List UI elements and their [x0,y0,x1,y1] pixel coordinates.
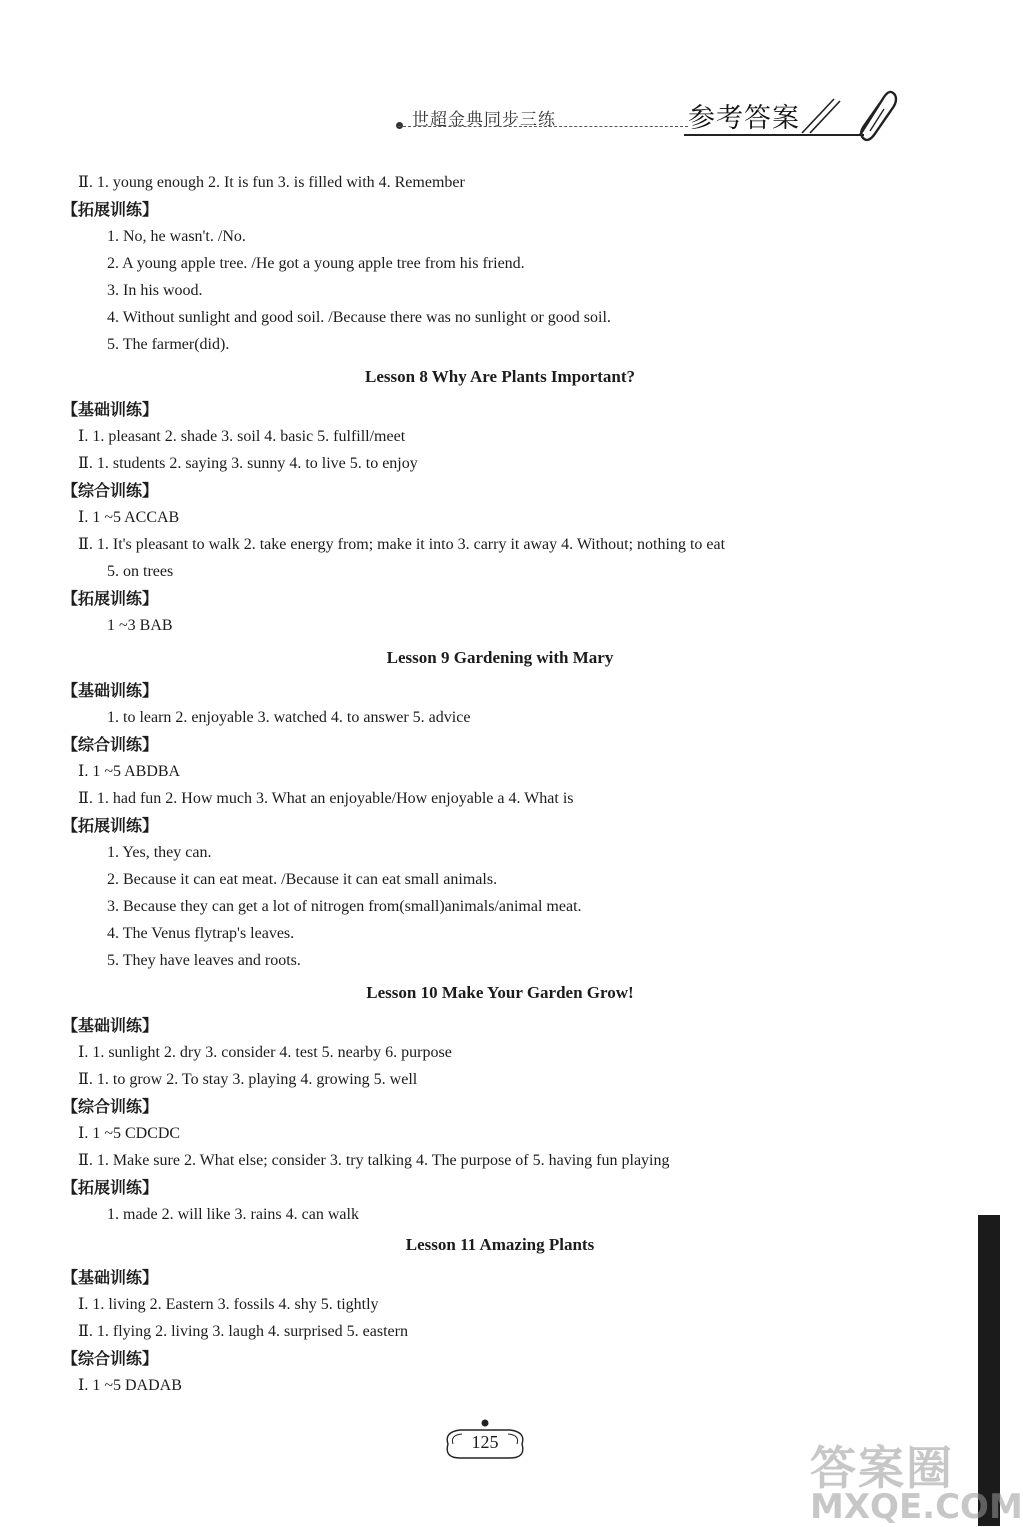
section-heading: 【基础训练】 [62,1268,159,1287]
answer-line: 3. In his wood. [107,282,203,299]
answer-line: 1. Yes, they can. [107,844,212,861]
answer-line: Ⅱ. 1. Make sure 2. What else; consider 3. try talking 4. The purpose of 5. having fun playing [78,1152,670,1169]
section-heading: 【基础训练】 [62,1016,159,1035]
section-heading: 【基础训练】 [62,400,159,419]
section-heading: 【综合训练】 [62,735,159,754]
answer-line: 4. Without sunlight and good soil. /Because there was no sunlight or good soil. [107,309,611,326]
answer-line: 1. made 2. will like 3. rains 4. can walk [107,1206,359,1223]
section-heading: 【综合训练】 [62,481,159,500]
answer-line: 2. A young apple tree. /He got a young apple tree from his friend. [107,255,525,272]
answer-line: Ⅱ. 1. had fun 2. How much 3. What an enjoyable/How enjoyable a 4. What is [78,790,574,807]
section-heading: 【拓展训练】 [62,1178,159,1197]
answer-line: 5. on trees [107,563,174,580]
section-heading: 【拓展训练】 [62,200,159,219]
answer-line: Ⅱ. 1. to grow 2. To stay 3. playing 4. growing 5. well [78,1071,418,1088]
answer-line: Ⅰ. 1. sunlight 2. dry 3. consider 4. test 5. nearby 6. purpose [78,1044,452,1061]
series-name: 世超金典同步三练 [412,110,556,130]
answer-line: Ⅰ. 1 ~5 ACCAB [78,509,180,526]
page-number-badge [440,1418,530,1462]
answer-line: 2. Because it can eat meat. /Because it can eat small animals. [107,871,498,888]
page-edge-shadow [978,1215,1000,1526]
lesson-title: Lesson 8 Why Are Plants Important? [365,367,635,386]
section-heading: 【综合训练】 [62,1349,159,1368]
answer-line: 5. They have leaves and roots. [107,952,301,969]
answer-line: Ⅱ. 1. students 2. saying 3. sunny 4. to live 5. to enjoy [78,455,418,472]
answer-line: 1. No, he wasn't. /No. [107,228,246,245]
watermark [810,1432,1023,1527]
section-heading: 【拓展训练】 [62,589,159,608]
answer-line: 1. to learn 2. enjoyable 3. watched 4. to answer 5. advice [107,709,471,726]
page-header [0,0,1000,160]
answer-line: Ⅰ. 1. pleasant 2. shade 3. soil 4. basic 5. fulfill/meet [78,428,406,445]
answer-line: 5. The farmer(did). [107,336,230,353]
header-dotted-line [398,126,688,127]
lesson-title: Lesson 10 Make Your Garden Grow! [366,983,634,1002]
answer-line: 4. The Venus flytrap's leaves. [107,925,295,942]
paperclip-icon [800,85,900,145]
section-heading: 【综合训练】 [62,1097,159,1116]
section-heading: 【拓展训练】 [62,816,159,835]
answer-line: Ⅰ. 1 ~5 DADAB [78,1377,182,1394]
section-heading: 【基础训练】 [62,681,159,700]
lesson-title: Lesson 11 Amazing Plants [405,1235,595,1254]
answer-line: Ⅱ. 1. young enough 2. It is fun 3. is filled with 4. Remember [78,174,465,191]
answer-line: Ⅰ. 1. living 2. Eastern 3. fossils 4. shy 5. tightly [78,1296,379,1313]
answer-line: Ⅱ. 1. flying 2. living 3. laugh 4. surprised 5. eastern [78,1323,408,1340]
page-number: 125 [471,1432,499,1452]
answer-line: Ⅰ. 1 ~5 ABDBA [78,763,181,780]
answer-line: Ⅱ. 1. It's pleasant to walk 2. take energy from; make it into 3. carry it away 4. Without; nothing to eat [78,536,726,553]
lesson-title: Lesson 9 Gardening with Mary [386,648,614,667]
watermark-logo-text: 答案圈 [810,1441,954,1495]
answer-line: 1 ~3 BAB [107,617,173,634]
answer-line: Ⅰ. 1 ~5 CDCDC [78,1125,181,1142]
watermark-url: MXQE.COM [810,1487,1023,1527]
header-title: 参考答案 [688,103,800,134]
answer-line: 3. Because they can get a lot of nitrogen from(small)animals/animal meat. [107,898,582,915]
